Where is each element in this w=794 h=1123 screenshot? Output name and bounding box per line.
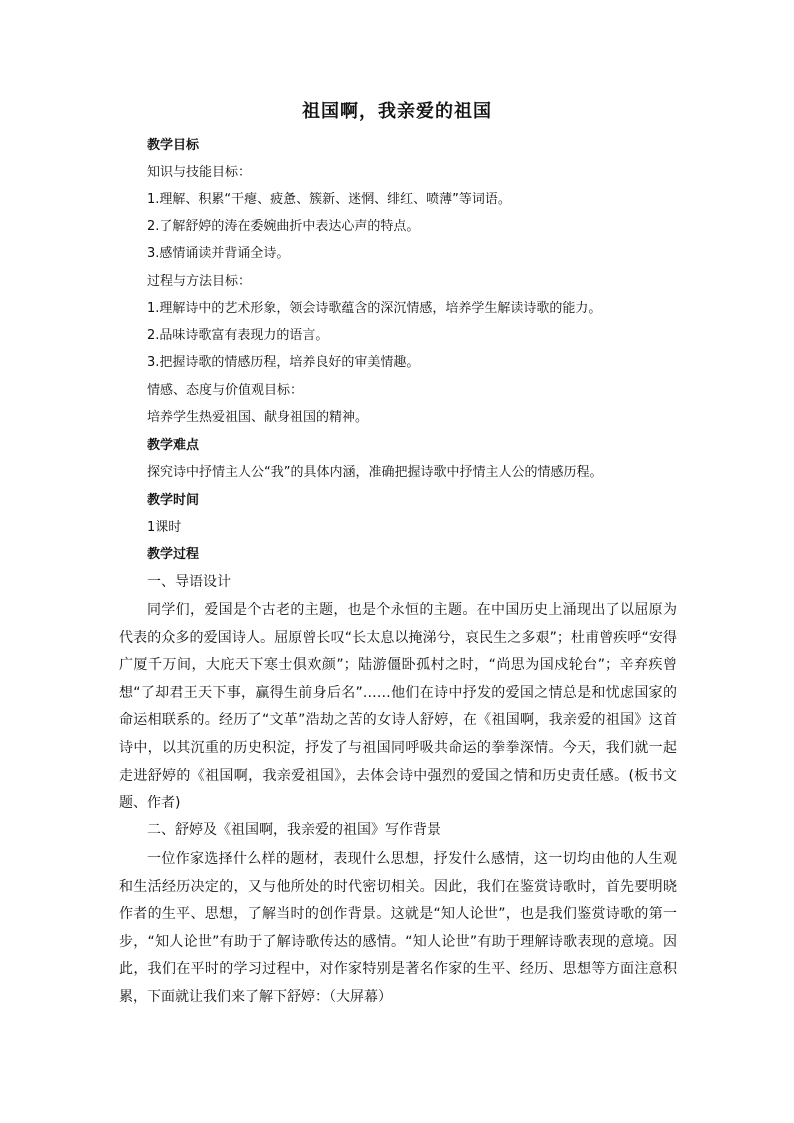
teaching-time-heading: 教学时间 <box>147 493 200 508</box>
knowledge-item-3: 3.感情诵读并背诵全诗。 <box>147 246 290 261</box>
teaching-difficulty-heading: 教学难点 <box>147 438 200 453</box>
teaching-difficulty-text: 探究诗中抒情主人公“我”的具体内涵，准确把握诗歌中抒情主人公的情感历程。 <box>147 465 603 480</box>
background-paragraph: 一位作家选择什么样的题材，表现什么思想，抒发什么感情，这一切均由他的人生观和生活经历决定的，又与他所处的时代密切相关。因此，我们在鉴赏诗歌时，首先要明晓作者的生平、思想，了解当时的创作背景。这就是“知人论世”，也是我们鉴赏诗歌的第一步，“知人论世”有助于了解诗歌传达的感情。“知人论世”有助于理解诗歌表现的意境。因此，我们在平时的学习过程中，对作家特别是著名作家的生平、经历、思想等方面注意积累，下面就让我们来了解下舒婷：（大屏幕） <box>119 851 677 1005</box>
background-heading: 二、舒婷及《祖国啊，我亲爱的祖国》写作背景 <box>147 822 441 838</box>
intro-paragraph: 同学们，爱国是个古老的主题，也是个永恒的主题。在中国历史上涌现出了以屈原为代表的众多的爱国诗人。屈原曾长叹“长太息以掩涕兮，哀民生之多艰”；杜甫曾疾呼“安得广厦千万间，大庇天下寒士俱欢颜”；陆游僵卧孤村之时，“尚思为国戍轮台”；辛弃疾曾想“了却君王天下事，赢得生前身后名”……他们在诗中抒发的爱国之情总是和忧虑国家的命运相联系的。经历了“文革”浩劫之苦的女诗人舒婷，在《祖国啊，我亲爱的祖国》这首诗中，以其沉重的历史积淀，抒发了与祖国同呼吸共命运的拳拳深情。今天，我们就一起走进舒婷的《祖国啊，我亲爱祖国》，去体会诗中强烈的爱国之情和历史责任感。(板书文题、作者) <box>119 602 677 812</box>
intro-heading: 一、导语设计 <box>147 574 231 590</box>
knowledge-goals-heading: 知识与技能目标： <box>147 165 252 180</box>
teaching-process-heading: 教学过程 <box>147 547 200 562</box>
knowledge-item-2: 2.了解舒婷的涛在委婉曲折中表达心声的特点。 <box>147 219 420 234</box>
process-item-1: 1.理解诗中的艺术形象，领会诗歌蕴含的深沉情感，培养学生解读诗歌的能力。 <box>147 301 602 316</box>
process-item-2: 2.品味诗歌富有表现力的语言。 <box>147 328 329 343</box>
process-item-3: 3.把握诗歌的情感历程，培养良好的审美情趣。 <box>147 355 420 370</box>
emotion-goals-text: 培养学生热爱祖国、献身祖国的精神。 <box>147 410 369 425</box>
document-title: 祖国啊，我亲爱的祖国 <box>302 101 492 122</box>
emotion-goals-heading: 情感、态度与价值观目标： <box>147 383 304 398</box>
teaching-goals-heading: 教学目标 <box>147 138 200 153</box>
process-goals-heading: 过程与方法目标： <box>147 274 252 289</box>
knowledge-item-1: 1.理解、积累“干瘪、疲惫、簇新、迷惘、绯红、喷薄”等词语。 <box>147 192 511 207</box>
teaching-time-text: 1课时 <box>147 520 182 535</box>
